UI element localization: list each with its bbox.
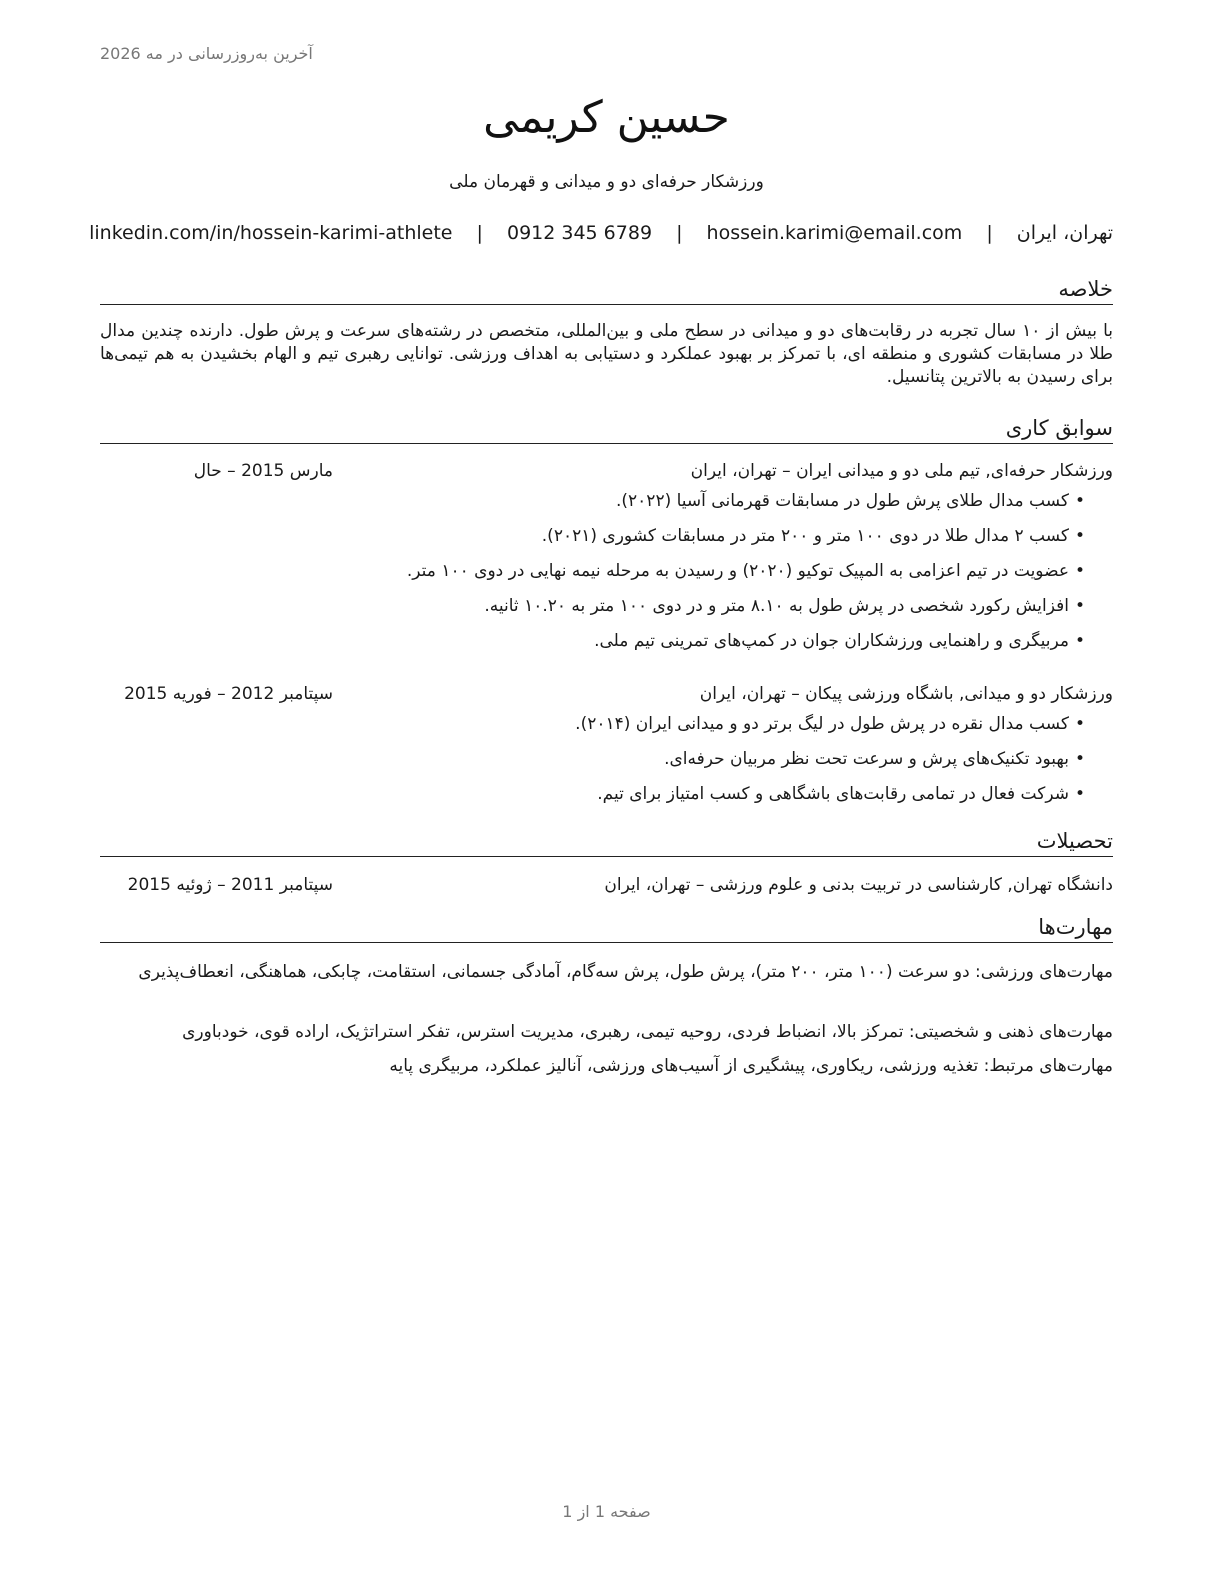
job-bullet: • کسب ۲ مدال طلا در دوی ۱۰۰ متر و ۲۰۰ متر در مسابقات کشوری (۲۰۲۱). <box>100 525 1085 560</box>
page-number: صفحه 1 از 1 <box>562 1502 651 1521</box>
contact-linkedin[interactable]: linkedin.com/in/hossein-karimi-athlete <box>89 222 453 244</box>
skill-line: مهارت‌های ورزشی: دو سرعت (۱۰۰ متر، ۲۰۰ متر)، پرش طول، پرش سه‌گام، آمادگی جسمانی، استقامت، چابکی، هماهنگی، انعطاف‌پذیری <box>138 962 1113 982</box>
contact-phone: 0912 345 6789 <box>506 222 653 244</box>
job-bullet: • افزایش رکورد شخصی در پرش طول به ۸.۱۰ متر و در دوی ۱۰۰ متر به ۱۰.۲۰ ثانیه. <box>100 595 1085 630</box>
contact-separator: | <box>986 222 993 244</box>
contact-location: تهران، ایران <box>1016 222 1113 244</box>
job-bullets <box>100 713 1085 818</box>
skill-line: مهارت‌های مرتبط: تغذیه ورزشی، ریکاوری، پیشگیری از آسیب‌های ورزشی، آنالیز عملکرد، مربیگری پایه <box>389 1056 1113 1076</box>
contact-separator: | <box>476 222 483 244</box>
candidate-name: حسین کریمی <box>483 92 730 143</box>
last-updated: آخرین به‌روزرسانی در مه 2026 <box>100 44 313 63</box>
education-dates: سپتامبر 2011 – ژوئیه 2015 <box>127 875 333 895</box>
contact-email[interactable]: hossein.karimi@email.com <box>706 222 963 244</box>
job-bullet: • کسب مدال نقره در پرش طول در لیگ برتر دو و میدانی ایران (۲۰۱۴). <box>100 713 1085 748</box>
summary-text: با بیش از ۱۰ سال تجربه در رقابت‌های دو و میدانی در سطح ملی و بین‌المللی، متخصص در رشته‌های سرعت و پرش طول. دارنده چندین مدال طلا در مسابقات کشوری و منطقه ای، با تمرکز بر بهبود عملکرد و دستیابی به اهداف ورزشی. توانایی رهبری تیم و الهام بخشیدن به هم تیمی‌ها برای رسیدن به بالاترین پتانسیل. <box>100 321 1114 387</box>
job-bullet: • کسب مدال طلای پرش طول در مسابقات قهرمانی آسیا (۲۰۲۲). <box>100 490 1085 525</box>
skill-line: مهارت‌های ذهنی و شخصیتی: تمرکز بالا، انضباط فردی، روحیه تیمی، رهبری، مدیریت استرس، تفکر استراتژیک، اراده قوی، خودباوری <box>182 1022 1113 1042</box>
section-title-experience: سوابق کاری <box>100 415 1113 444</box>
job-title: ورزشکار دو و میدانی, باشگاه ورزشی پیکان – تهران، ایران <box>699 684 1113 704</box>
job-dates: سپتامبر 2012 – فوریه 2015 <box>124 684 333 704</box>
contact-separator: | <box>676 222 683 244</box>
job-bullet: • عضویت در تیم اعزامی به المپیک توکیو (۲۰۲۰) و رسیدن به مرحله نیمه نهایی در دوی ۱۰۰ متر. <box>100 560 1085 595</box>
education-degree: دانشگاه تهران, کارشناسی در تربیت بدنی و علوم ورزشی – تهران، ایران <box>604 875 1113 895</box>
section-title-summary: خلاصه <box>100 276 1113 305</box>
job-bullet: • بهبود تکنیک‌های پرش و سرعت تحت نظر مربیان حرفه‌ای. <box>100 748 1085 783</box>
section-title-education: تحصیلات <box>100 828 1113 857</box>
job-bullet: • شرکت فعال در تمامی رقابت‌های باشگاهی و کسب امتیاز برای تیم. <box>100 783 1085 818</box>
job-bullets <box>100 490 1085 665</box>
resume-page <box>89 0 1114 1584</box>
contact-line <box>89 222 1113 244</box>
section-title-skills: مهارت‌ها <box>100 914 1113 943</box>
job-bullet: • مربیگری و راهنمایی ورزشکاران جوان در کمپ‌های تمرینی تیم ملی. <box>100 630 1085 665</box>
job-title: ورزشکار حرفه‌ای, تیم ملی دو و میدانی ایران – تهران، ایران <box>690 461 1113 481</box>
candidate-tagline: ورزشکار حرفه‌ای دو و میدانی و قهرمان ملی <box>449 172 764 192</box>
job-dates: مارس 2015 – حال <box>193 461 333 481</box>
